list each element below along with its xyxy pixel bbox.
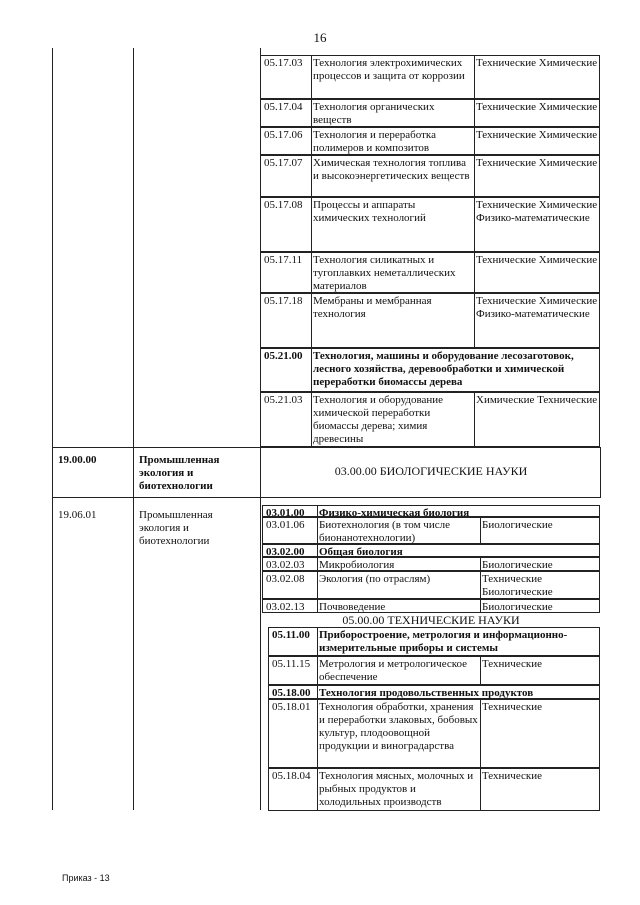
specialty-code: 03.01.06 (266, 519, 305, 531)
specialty-code: 05.18.01 (272, 701, 311, 713)
specialty-name: Общая биология (319, 546, 403, 558)
cell-divider (474, 392, 475, 447)
specialty-code: 05.21.03 (264, 394, 303, 406)
science-branch: Технические Химические (476, 57, 598, 69)
specialty-name: Технология силикатных и тугоплавких неметаллических материалов (313, 254, 456, 292)
specialty-code: 05.17.06 (264, 129, 303, 141)
cell-divider (311, 127, 312, 155)
cell-divider (311, 252, 312, 293)
specialty-name: Технология органических веществ (313, 101, 435, 126)
science-branch: Биологические (482, 601, 553, 613)
science-branch: Технические Химические (476, 157, 598, 169)
cell-divider (480, 699, 481, 768)
cell-divider (480, 599, 481, 613)
cell-divider (474, 99, 475, 127)
specialty-name: Экология (по отраслям) (319, 573, 431, 585)
cell-divider (317, 768, 318, 811)
specialty-code: 03.01.00 (266, 507, 305, 519)
specialty-name: Приборостроение, метрология и информационно-измерительные приборы и системы (319, 629, 568, 654)
science-branch: Технические Биологические (482, 573, 553, 598)
specialty-name: Технология, машины и оборудование лесозаготовок, лесного хозяйства, деревообработки и химической переработки биомассы дерева (313, 350, 574, 388)
cell-divider (311, 348, 312, 392)
specialty-name: Почвоведение (319, 601, 386, 613)
cell-divider (311, 392, 312, 447)
specialty-code: 05.18.04 (272, 770, 311, 782)
left-name-19-06-01: Промышленная экология и биотехнологии (139, 509, 213, 547)
specialty-code: 05.18.00 (272, 687, 311, 699)
specialty-code: 05.17.04 (264, 101, 303, 113)
science-branch: Технические (482, 770, 542, 782)
science-branch: Технические Химические Физико-математические (476, 199, 598, 224)
specialty-code: 05.11.00 (272, 629, 310, 641)
specialty-name: Технология мясных, молочных и рыбных продуктов и холодильных производств (319, 770, 474, 808)
specialty-name: Биотехнология (в том числе бионанотехнологии) (319, 519, 450, 544)
cell-divider (311, 293, 312, 348)
row-divider (52, 447, 600, 448)
specialty-code: 03.02.00 (266, 546, 305, 558)
cell-divider (480, 571, 481, 599)
cell-divider (317, 599, 318, 613)
tech-section-header: 05.00.00 ТЕХНИЧЕСКИЕ НАУКИ (342, 613, 520, 627)
cell-divider (474, 252, 475, 293)
specialty-name: Технология обработки, хранения и переработки злаковых, бобовых культур, плодоовощной продукции и виноградарства (319, 701, 478, 752)
science-branch: Технические (482, 658, 542, 670)
left-code-19-00-00: 19.00.00 (58, 454, 97, 466)
cell-divider (474, 155, 475, 197)
science-branch: Биологические (482, 519, 553, 531)
specialty-code: 05.17.03 (264, 57, 303, 69)
specialty-name: Мембраны и мембранная технология (313, 295, 432, 320)
cell-divider (311, 155, 312, 197)
cell-divider (317, 571, 318, 599)
right-border (600, 447, 601, 498)
cell-divider (317, 656, 318, 685)
specialty-code: 05.17.18 (264, 295, 303, 307)
cell-divider (311, 99, 312, 127)
cell-divider (480, 656, 481, 685)
specialty-code: 05.17.08 (264, 199, 303, 211)
science-branch: Технические Химические Физико-математические (476, 295, 598, 320)
left-col-line-2 (133, 48, 134, 810)
specialty-code: 05.17.11 (264, 254, 303, 266)
specialty-name: Процессы и аппараты химических технологий (313, 199, 426, 224)
specialty-name: Технология продовольственных продуктов (319, 687, 534, 699)
specialty-code: 05.11.15 (272, 658, 311, 670)
cell-divider (317, 544, 318, 557)
cell-divider (317, 505, 318, 517)
specialty-name: Технология и переработка полимеров и композитов (313, 129, 436, 154)
specialty-code: 05.17.07 (264, 157, 303, 169)
footer-note: Приказ - 13 (62, 873, 110, 883)
specialty-code: 03.02.03 (266, 559, 305, 571)
cell-divider (480, 517, 481, 544)
specialty-name: Физико-химическая биология (319, 507, 470, 519)
cell-divider (317, 685, 318, 699)
science-branch: Химические Технические (476, 394, 598, 406)
cell-divider (480, 557, 481, 571)
science-branch: Технические (482, 701, 542, 713)
specialty-name: Химическая технология топлива и высокоэнергетических веществ (313, 157, 470, 182)
cell-divider (311, 55, 312, 99)
page-number: 16 (313, 30, 327, 45)
science-branch: Технические Химические (476, 101, 598, 113)
specialty-name: Микробиология (319, 559, 395, 571)
specialty-code: 03.02.08 (266, 573, 305, 585)
science-branch: Технические Химические (476, 129, 598, 141)
cell-divider (317, 557, 318, 571)
specialty-name: Технология электрохимических процессов и защита от коррозии (313, 57, 465, 82)
specialty-name: Технология и оборудование химической переработки биомассы дерева; химия древесины (313, 394, 444, 445)
cell-divider (317, 699, 318, 768)
bio-section-header: 03.00.00 БИОЛОГИЧЕСКИЕ НАУКИ (334, 464, 528, 478)
cell-divider (480, 768, 481, 811)
cell-divider (474, 293, 475, 348)
left-col-line-1 (52, 48, 53, 810)
specialty-code: 03.02.13 (266, 601, 305, 613)
science-branch: Биологические (482, 559, 553, 571)
specialty-code: 05.21.00 (264, 350, 303, 362)
cell-divider (474, 55, 475, 99)
cell-divider (474, 127, 475, 155)
left-code-19-06-01: 19.06.01 (58, 509, 97, 521)
science-branch: Технические Химические (476, 254, 598, 266)
left-name-19-00-00: Промышленная экология и биотехнологии (139, 454, 220, 492)
cell-divider (317, 627, 318, 656)
cell-divider (317, 517, 318, 544)
specialty-name: Метрология и метрологическое обеспечение (319, 658, 468, 683)
row-divider (52, 497, 600, 498)
cell-divider (474, 197, 475, 252)
cell-divider (311, 197, 312, 252)
